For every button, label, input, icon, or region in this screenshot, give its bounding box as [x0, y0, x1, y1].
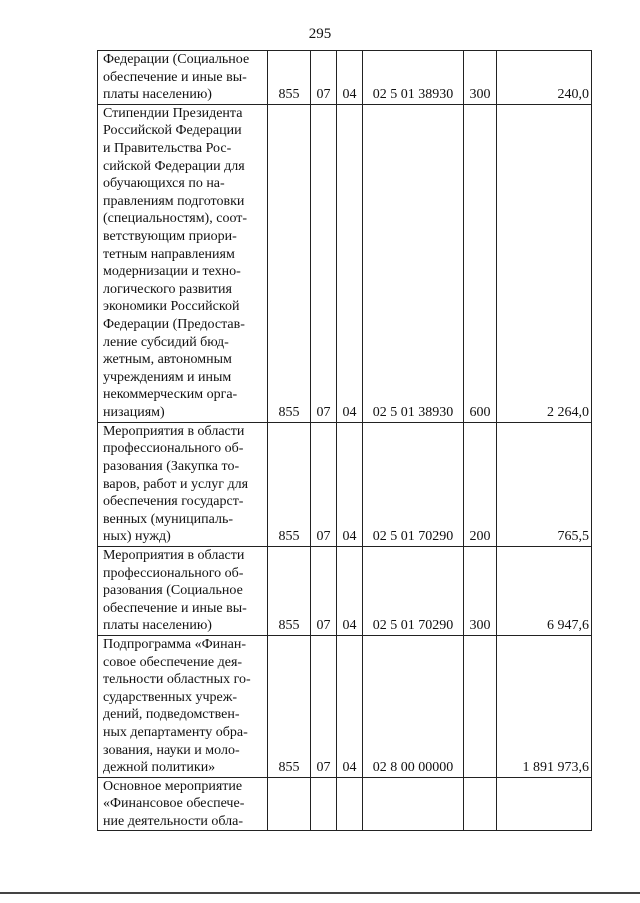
expense-type-code: [464, 635, 497, 777]
expense-type-code: 300: [464, 546, 497, 635]
table-row: [98, 51, 592, 105]
table-row: [98, 546, 592, 635]
amount: 2 264,0: [497, 104, 592, 422]
ministry-code: [268, 777, 311, 831]
section-code: 07: [311, 635, 337, 777]
target-code: [363, 777, 464, 831]
subsection-code: [337, 777, 363, 831]
target-code: 02 5 01 70290: [363, 422, 464, 546]
target-code: 02 5 01 38930: [363, 51, 464, 105]
subsection-code: 04: [337, 104, 363, 422]
table-row: [98, 777, 592, 831]
subsection-code: 04: [337, 422, 363, 546]
ministry-code: 855: [268, 422, 311, 546]
section-code: 07: [311, 546, 337, 635]
section-code: 07: [311, 51, 337, 105]
ministry-code: 855: [268, 635, 311, 777]
subsection-code: 04: [337, 51, 363, 105]
expense-type-code: [464, 777, 497, 831]
row-name: Мероприятия в области профессионального об- разования (Социальное обеспечение и иные вы- платы населению): [98, 546, 268, 635]
row-name: Мероприятия в области профессионального об- разования (Закупка то- варов, работ и услуг для обеспечения государст- венных (муниципаль- ных) нужд): [98, 422, 268, 546]
amount: 765,5: [497, 422, 592, 546]
ministry-code: 855: [268, 546, 311, 635]
page-bottom-edge: [0, 892, 640, 894]
expense-type-code: 600: [464, 104, 497, 422]
row-name: Подпрограмма «Финан- совое обеспечение дея- тельности областных го- сударственных учреж- дений, подведомствен- ных департаменту обра- зования, науки и моло- дежной политики»: [98, 635, 268, 777]
amount: 6 947,6: [497, 546, 592, 635]
subsection-code: 04: [337, 546, 363, 635]
target-code: 02 8 00 00000: [363, 635, 464, 777]
table-row: [98, 422, 592, 546]
target-code: 02 5 01 38930: [363, 104, 464, 422]
target-code: 02 5 01 70290: [363, 546, 464, 635]
row-name: Основное мероприятие «Финансовое обеспече- ние деятельности обла-: [98, 777, 268, 831]
section-code: 07: [311, 422, 337, 546]
expense-type-code: 200: [464, 422, 497, 546]
expense-type-code: 300: [464, 51, 497, 105]
ministry-code: 855: [268, 51, 311, 105]
section-code: 07: [311, 104, 337, 422]
amount: 240,0: [497, 51, 592, 105]
subsection-code: 04: [337, 635, 363, 777]
budget-table: [97, 50, 592, 831]
table-row: [98, 635, 592, 777]
page-number: 295: [308, 26, 332, 42]
ministry-code: 855: [268, 104, 311, 422]
row-name: Федерации (Социальное обеспечение и иные вы- платы населению): [98, 51, 268, 105]
amount: [497, 777, 592, 831]
table-row: [98, 104, 592, 422]
row-name: Стипендии Президента Российской Федерации и Правительства Рос- сийской Федерации для обучающихся по на- правлениям подготовки (специальностям), соот- ветствующим приори- тетным направлениям модернизации и техно- логического развития экономики Российской Федерации (Предостав- ление субсидий бюд- жетным, автономным учреждениям и иным некоммерческим орга- низациям): [98, 104, 268, 422]
section-code: [311, 777, 337, 831]
amount: 1 891 973,6: [497, 635, 592, 777]
